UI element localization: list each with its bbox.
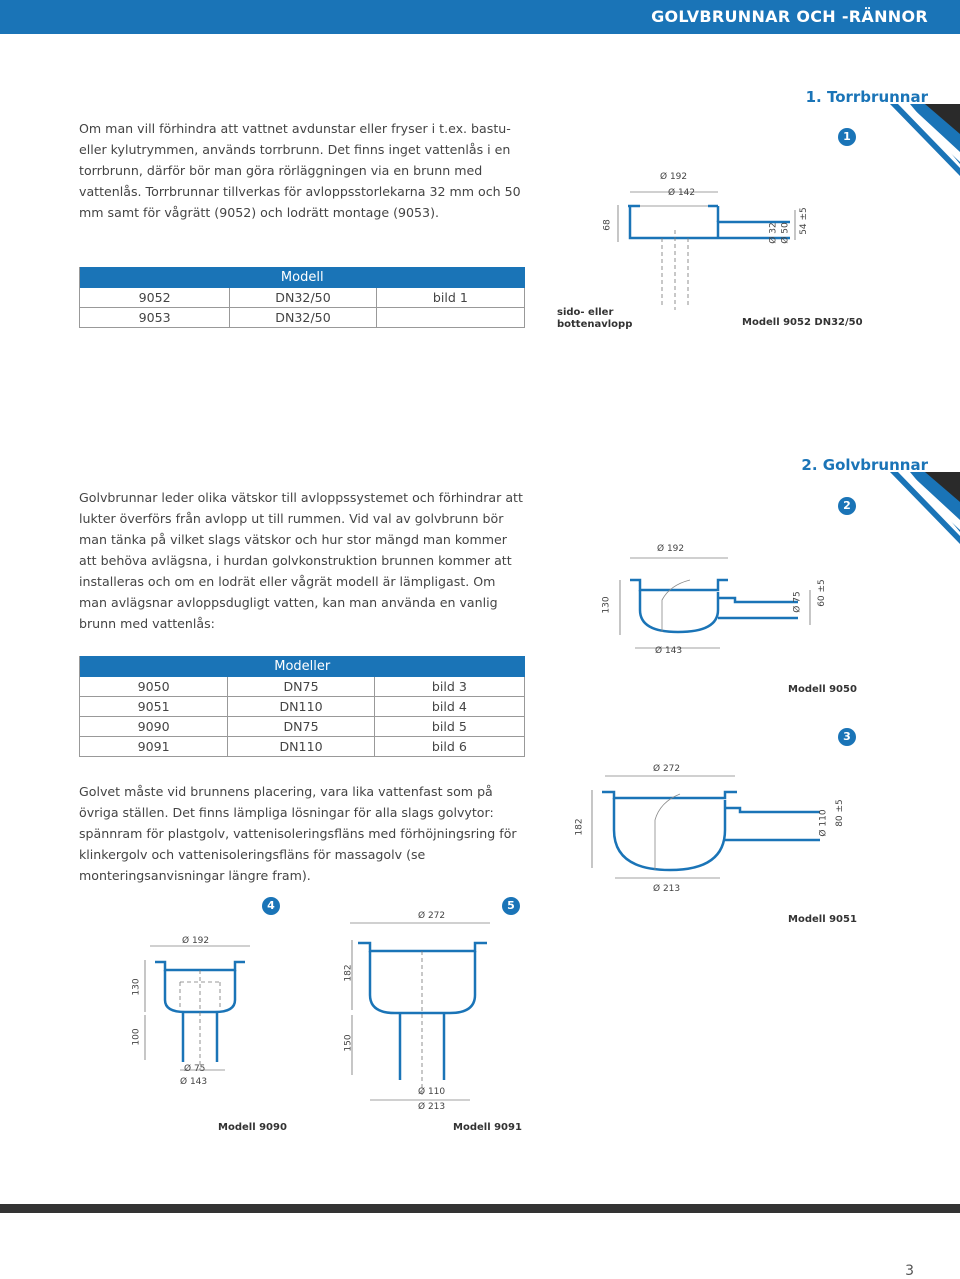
table-cell: bild 4 bbox=[374, 697, 524, 717]
page-number: 3 bbox=[905, 1263, 914, 1279]
dim-d272: Ø 272 bbox=[418, 911, 446, 921]
table-cell: DN110 bbox=[228, 737, 374, 757]
table-row bbox=[80, 308, 525, 328]
figure-badge-4: 4 bbox=[262, 897, 280, 915]
dim-d192: Ø 192 bbox=[657, 544, 685, 554]
table-cell: bild 3 bbox=[374, 677, 524, 697]
table-row bbox=[80, 717, 525, 737]
table-row bbox=[80, 677, 525, 697]
table-row bbox=[80, 288, 525, 308]
diagram-golvbrunn-9090 bbox=[125, 930, 315, 1120]
label-side-outlet: sido- eller bottenavlopp bbox=[557, 307, 633, 330]
diagram-golvbrunn-9050 bbox=[600, 540, 840, 665]
model-label-9090: Modell 9090 bbox=[218, 1122, 287, 1133]
table-cell: bild 1 bbox=[376, 288, 524, 308]
figure-badge-5: 5 bbox=[502, 897, 520, 915]
dim-h130: 130 bbox=[601, 596, 612, 614]
table-cell: DN110 bbox=[228, 697, 374, 717]
table-row bbox=[80, 737, 525, 757]
dim-d32: Ø 32 bbox=[768, 222, 779, 244]
dim-d143: Ø 143 bbox=[655, 646, 683, 656]
dim-h130: 130 bbox=[131, 978, 142, 996]
table-cell: bild 5 bbox=[374, 717, 524, 737]
table-cell: 9052 bbox=[80, 288, 230, 308]
section1-paragraph: Om man vill förhindra att vattnet avdunstar eller fryser i t.ex. bastu- eller kylutrymmen, används torrbrunn. Det finns inget vattenlås i en torrbrunn, därför bör man göra rörläggningen via en brunn med vattenlås. Torrbrunnar tillverkas för avloppsstorlekarna 32 mm och 50 mm samt för vågrätt (9052) och lodrätt montage (9053). bbox=[79, 121, 521, 220]
dim-h182: 182 bbox=[574, 818, 585, 836]
dim-h68: 68 bbox=[602, 219, 613, 231]
dim-d213: Ø 213 bbox=[653, 884, 681, 894]
figure-badge-1: 1 bbox=[838, 128, 856, 146]
table-cell: bild 6 bbox=[374, 737, 524, 757]
diagram-golvbrunn-9051 bbox=[580, 770, 850, 885]
table-header: Modeller bbox=[80, 656, 525, 677]
model-label-9052: Modell 9052 DN32/50 bbox=[742, 317, 863, 328]
dim-d142: Ø 142 bbox=[668, 188, 696, 198]
diagram-torrbrunn bbox=[600, 170, 830, 320]
section2-paragraph-1: Golvbrunnar leder olika vätskor till avloppssystemet och förhindrar att lukter överförs från avlopp ut till rummen. Vid val av golvbrunn bör man tänka på vilket slags vätskor och hur stor mängd man kommer att behöva avlägsna, i hurdan golvkonstruktion brunnen kommer att installeras och om en lodrät eller vågrät modell är lämpligast. Om man avlägsnar avloppsdugligt vatten, kan man använda en vanlig brunn med vattenlås: bbox=[79, 490, 523, 631]
dim-h60: 60 ±5 bbox=[816, 579, 827, 607]
dim-d75: Ø 75 bbox=[184, 1064, 206, 1074]
table-cell: 9091 bbox=[80, 737, 228, 757]
dim-d50: Ø 50 bbox=[780, 222, 791, 244]
dim-d272: Ø 272 bbox=[653, 764, 681, 774]
dim-d110: Ø 110 bbox=[818, 809, 829, 837]
dim-d75: Ø 75 bbox=[792, 591, 803, 613]
table-header: Modell bbox=[80, 267, 525, 288]
section-title-golvbrunnar: 2. Golvbrunnar bbox=[801, 456, 928, 474]
table-cell: 9050 bbox=[80, 677, 228, 697]
table-cell: 9051 bbox=[80, 697, 228, 717]
model-table-1 bbox=[79, 267, 525, 328]
table-row bbox=[80, 697, 525, 717]
table-cell: DN32/50 bbox=[230, 308, 376, 328]
model-label-9091: Modell 9091 bbox=[453, 1122, 522, 1133]
dim-d143: Ø 143 bbox=[180, 1077, 208, 1087]
model-label-9050: Modell 9050 bbox=[788, 684, 857, 695]
table-cell: DN75 bbox=[228, 677, 374, 697]
dim-h150: 150 bbox=[343, 1034, 354, 1052]
dim-d192: Ø 192 bbox=[660, 172, 688, 182]
dim-h80: 80 ±5 bbox=[834, 799, 845, 827]
table-cell: DN75 bbox=[228, 717, 374, 737]
table-cell bbox=[376, 308, 524, 328]
table-cell: DN32/50 bbox=[230, 288, 376, 308]
table-cell: 9090 bbox=[80, 717, 228, 737]
dim-d110: Ø 110 bbox=[418, 1087, 446, 1097]
section-title-torrbrunnar: 1. Torrbrunnar bbox=[805, 88, 928, 106]
dim-h182: 182 bbox=[343, 964, 354, 982]
dim-d213: Ø 213 bbox=[418, 1102, 446, 1112]
dim-h100: 100 bbox=[131, 1028, 142, 1046]
corner-stripes-middle bbox=[870, 472, 960, 552]
model-table-2 bbox=[79, 656, 525, 757]
dim-d192: Ø 192 bbox=[182, 936, 210, 946]
dim-h54: 54 ±5 bbox=[798, 207, 809, 235]
page-header-title: GOLVBRUNNAR OCH -RÄNNOR bbox=[651, 7, 928, 26]
model-label-9051: Modell 9051 bbox=[788, 914, 857, 925]
footer-bar bbox=[0, 1204, 960, 1213]
table-cell: 9053 bbox=[80, 308, 230, 328]
section2-paragraph-2: Golvet måste vid brunnens placering, vara lika vattenfast som på övriga ställen. Det finns lämpliga lösningar för alla slags golvytor: spännram för plastgolv, vattenisoleringsfläns med förhöjningsring för klinkergolv och vattenisoleringsfläns för massagolv (se monteringsanvisningar längre fram). bbox=[79, 784, 517, 883]
figure-badge-2: 2 bbox=[838, 497, 856, 515]
corner-stripes-top bbox=[870, 104, 960, 184]
figure-badge-3: 3 bbox=[838, 728, 856, 746]
